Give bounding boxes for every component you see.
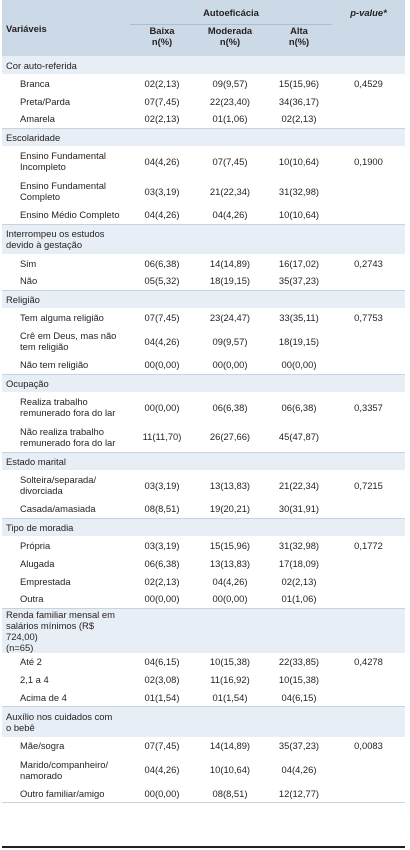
row-label (2, 500, 130, 518)
high-count-cell (266, 374, 332, 392)
label-line: Outra (20, 593, 44, 605)
moderate-count-cell: 04(4,26) (194, 206, 266, 224)
low-count-cell (130, 56, 194, 74)
low-count-cell: 02(2,13) (130, 74, 194, 92)
low-count-cell: 07(7,45) (130, 737, 194, 755)
p-value-cell (332, 671, 405, 689)
label-line: Ensino Fundamental (20, 150, 106, 161)
category-label (2, 608, 130, 653)
moderate-count-cell: 13(13,83) (194, 554, 266, 572)
moderate-count-cell: 04(4,26) (194, 572, 266, 590)
row-label (2, 92, 130, 110)
low-count-cell: 11(11,70) (130, 422, 194, 452)
p-value-cell (332, 572, 405, 590)
label-line: Amarela (20, 113, 55, 125)
p-value-cell (332, 92, 405, 110)
row-label (2, 572, 130, 590)
high-count-cell (266, 224, 332, 254)
high-count-cell: 04(4,26) (266, 755, 332, 785)
row-label (2, 554, 130, 572)
p-value-cell (332, 290, 405, 308)
low-count-cell: 00(0,00) (130, 785, 194, 803)
high-count-cell (266, 518, 332, 536)
table-row (2, 500, 405, 518)
low-count-cell: 04(4,26) (130, 755, 194, 785)
high-count-cell: 22(33,85) (266, 653, 332, 671)
high-count-cell: 10(10,64) (266, 206, 332, 224)
p-value-cell (332, 785, 405, 803)
p-value-cell: 0,0083 (332, 737, 405, 755)
high-count-cell (266, 128, 332, 146)
row-label (2, 146, 130, 176)
p-value-cell (332, 272, 405, 290)
high-count-cell: 31(32,98) (266, 176, 332, 206)
low-header (130, 25, 194, 57)
moderate-count-cell (194, 608, 266, 653)
moderate-count-cell (194, 374, 266, 392)
row-label (2, 392, 130, 422)
label-line: namorado (20, 769, 63, 781)
label-line: Religião (6, 293, 40, 305)
label-line: Cor auto-referida (6, 59, 77, 71)
row-label (2, 737, 130, 755)
low-count-cell: 00(0,00) (130, 356, 194, 374)
high-count-cell: 17(18,09) (266, 554, 332, 572)
moderate-count-cell: 10(10,64) (194, 755, 266, 785)
high-count-cell: 02(2,13) (266, 572, 332, 590)
label-line: divorciada (20, 485, 63, 496)
low-count-cell: 02(2,13) (130, 572, 194, 590)
label-line: remunerado fora do lar (20, 436, 116, 448)
category-row (2, 56, 405, 74)
low-count-cell: 04(4,26) (130, 206, 194, 224)
high-count-cell: 06(6,38) (266, 392, 332, 422)
label-line: salários mínimos (R$ 724,00) (6, 619, 95, 642)
low-count-cell: 03(3,19) (130, 176, 194, 206)
table-row (2, 176, 405, 206)
p-value-cell: 0,3357 (332, 392, 405, 422)
high-count-cell: 15(15,96) (266, 74, 332, 92)
row-label (2, 671, 130, 689)
high-count-cell: 04(6,15) (266, 689, 332, 707)
high-count-cell: 18(19,15) (266, 326, 332, 356)
p-value-cell (332, 554, 405, 572)
high-count-cell: 16(17,02) (266, 254, 332, 272)
moderate-count-cell: 01(1,54) (194, 689, 266, 707)
table-row (2, 572, 405, 590)
table-row (2, 272, 405, 290)
moderate-count-cell (194, 452, 266, 470)
label-line: Outro familiar/amigo (20, 787, 105, 799)
label-line: Crê em Deus, mas não (20, 330, 117, 341)
category-row (2, 224, 405, 254)
p-value-cell (332, 590, 405, 608)
high-header-unit: n(%) (288, 36, 310, 47)
label-line: Ocupação (6, 377, 49, 389)
low-count-cell: 04(4,26) (130, 146, 194, 176)
p-value-cell (332, 707, 405, 737)
label-line: Preta/Parda (20, 95, 71, 107)
low-count-cell: 01(1,54) (130, 689, 194, 707)
p-value-cell (332, 452, 405, 470)
row-label (2, 653, 130, 671)
moderate-count-cell (194, 518, 266, 536)
low-count-cell: 06(6,38) (130, 554, 194, 572)
row-label (2, 272, 130, 290)
category-row (2, 128, 405, 146)
p-value-cell: 0,1772 (332, 536, 405, 554)
p-value-cell: 0,1900 (332, 146, 405, 176)
label-line: Até 2 (20, 656, 42, 667)
label-line: Sim (20, 257, 37, 269)
moderate-header (194, 25, 266, 57)
p-value-cell (332, 224, 405, 254)
high-count-cell: 34(36,17) (266, 92, 332, 110)
label-line: remunerado fora do lar (20, 407, 116, 418)
label-line: Marido/companheiro/ (20, 758, 109, 770)
high-count-cell: 35(37,23) (266, 737, 332, 755)
p-value-header: p-value* (332, 0, 405, 25)
moderate-header-unit: n(%) (219, 36, 241, 47)
row-label (2, 176, 130, 206)
label-line: Tem alguma religião (20, 311, 104, 323)
row-label (2, 785, 130, 803)
table-row (2, 326, 405, 356)
table-header (2, 0, 405, 56)
low-count-cell: 03(3,19) (130, 470, 194, 500)
label-line: Ensino Médio Completo (20, 209, 120, 221)
high-count-cell (266, 608, 332, 653)
p-value-cell (332, 206, 405, 224)
label-line: 2,1 a 4 (20, 674, 49, 685)
table-row (2, 785, 405, 803)
moderate-count-cell (194, 56, 266, 74)
moderate-count-cell: 11(16,92) (194, 671, 266, 689)
p-value-cell (332, 518, 405, 536)
row-label (2, 74, 130, 92)
table-row (2, 689, 405, 707)
label-line: Não realiza trabalho (20, 425, 104, 437)
p-value-cell: 0,7215 (332, 470, 405, 500)
high-count-cell: 21(22,34) (266, 470, 332, 500)
low-count-cell (130, 128, 194, 146)
high-count-cell: 33(35,11) (266, 308, 332, 326)
label-line: Incompleto (20, 161, 66, 172)
label-line: Ensino Fundamental (20, 180, 106, 191)
p-value-cell (332, 755, 405, 785)
moderate-count-cell: 08(8,51) (194, 785, 266, 803)
self-efficacy-header: Autoeficácia (130, 0, 332, 25)
label-line: Realiza trabalho (20, 396, 88, 407)
high-count-cell: 10(10,64) (266, 146, 332, 176)
row-label (2, 590, 130, 608)
moderate-count-cell: 18(19,15) (194, 272, 266, 290)
moderate-count-cell: 22(23,40) (194, 92, 266, 110)
high-count-cell (266, 707, 332, 737)
p-value-cell (332, 110, 405, 128)
low-count-cell (130, 290, 194, 308)
moderate-count-cell: 19(20,21) (194, 500, 266, 518)
table-row (2, 110, 405, 128)
low-header-unit: n(%) (151, 36, 173, 47)
p-value-cell (332, 689, 405, 707)
high-count-cell: 12(12,77) (266, 785, 332, 803)
low-count-cell: 05(5,32) (130, 272, 194, 290)
low-header-label: Baixa (149, 25, 175, 36)
label-line: Renda familiar mensal em (6, 608, 115, 620)
table-row (2, 671, 405, 689)
low-count-cell: 04(4,26) (130, 326, 194, 356)
category-label (2, 224, 130, 254)
p-value-cell: 0,4278 (332, 653, 405, 671)
category-label (2, 518, 130, 536)
moderate-count-cell (194, 290, 266, 308)
table-row (2, 755, 405, 785)
table-row (2, 74, 405, 92)
low-count-cell: 00(0,00) (130, 392, 194, 422)
table-body (2, 56, 405, 803)
category-label (2, 707, 130, 737)
moderate-count-cell: 15(15,96) (194, 536, 266, 554)
low-count-cell: 03(3,19) (130, 536, 194, 554)
label-line: Casada/amasiada (20, 503, 96, 515)
high-count-cell: 10(15,38) (266, 671, 332, 689)
category-row (2, 707, 405, 737)
row-label (2, 689, 130, 707)
moderate-count-cell: 01(1,06) (194, 110, 266, 128)
row-label (2, 536, 130, 554)
row-label (2, 470, 130, 500)
label-line: Própria (20, 539, 51, 551)
moderate-count-cell: 21(22,34) (194, 176, 266, 206)
label-line: Estado marital (6, 455, 66, 467)
label-line: Emprestada (20, 575, 71, 587)
moderate-count-cell: 14(14,89) (194, 737, 266, 755)
label-line: Interrompeu os estudos (6, 228, 105, 240)
row-label (2, 254, 130, 272)
high-count-cell: 00(0,00) (266, 356, 332, 374)
row-label (2, 308, 130, 326)
moderate-count-cell (194, 128, 266, 146)
label-line: Escolaridade (6, 131, 61, 143)
moderate-count-cell: 10(15,38) (194, 653, 266, 671)
low-count-cell: 00(0,00) (130, 590, 194, 608)
label-line: devido à gestação (6, 239, 83, 251)
high-count-cell: 01(1,06) (266, 590, 332, 608)
category-label (2, 128, 130, 146)
moderate-count-cell: 07(7,45) (194, 146, 266, 176)
label-line: Mãe/sogra (20, 740, 65, 751)
high-count-cell: 35(37,23) (266, 272, 332, 290)
label-line: Tipo de moradia (6, 521, 74, 533)
moderate-count-cell (194, 224, 266, 254)
row-label (2, 326, 130, 356)
label-line: (n=65) (6, 641, 34, 653)
row-label (2, 422, 130, 452)
p-value-cell (332, 374, 405, 392)
row-label (2, 110, 130, 128)
moderate-count-cell: 26(27,66) (194, 422, 266, 452)
table-row (2, 254, 405, 272)
table-row (2, 92, 405, 110)
table-bottom-rule (2, 846, 405, 848)
low-count-cell: 02(2,13) (130, 110, 194, 128)
p-value-cell (332, 422, 405, 452)
table-row (2, 146, 405, 176)
p-value-cell (332, 608, 405, 653)
variables-header: Variáveis (2, 0, 130, 56)
high-count-cell: 30(31,91) (266, 500, 332, 518)
moderate-count-cell: 13(13,83) (194, 470, 266, 500)
high-count-cell: 45(47,87) (266, 422, 332, 452)
low-count-cell (130, 608, 194, 653)
high-count-cell: 02(2,13) (266, 110, 332, 128)
table-row (2, 308, 405, 326)
moderate-count-cell: 09(9,57) (194, 326, 266, 356)
low-count-cell (130, 452, 194, 470)
category-row (2, 290, 405, 308)
label-line: Não (20, 275, 38, 287)
category-row (2, 608, 405, 653)
low-count-cell: 02(3,08) (130, 671, 194, 689)
high-count-cell (266, 290, 332, 308)
label-line: Não tem religião (20, 359, 89, 371)
table-row (2, 470, 405, 500)
low-count-cell: 07(7,45) (130, 92, 194, 110)
category-row (2, 452, 405, 470)
table-row (2, 356, 405, 374)
row-label (2, 755, 130, 785)
self-efficacy-table (2, 0, 405, 803)
label-line: Solteira/separada/ (20, 474, 97, 485)
moderate-count-cell: 00(0,00) (194, 356, 266, 374)
label-line: Branca (20, 77, 50, 89)
high-count-cell: 31(32,98) (266, 536, 332, 554)
moderate-count-cell: 09(9,57) (194, 74, 266, 92)
row-label (2, 356, 130, 374)
moderate-count-cell (194, 707, 266, 737)
low-count-cell: 07(7,45) (130, 308, 194, 326)
high-header (266, 25, 332, 57)
moderate-count-cell: 23(24,47) (194, 308, 266, 326)
label-line: Alugada (20, 557, 55, 569)
high-count-cell (266, 452, 332, 470)
table-row (2, 536, 405, 554)
category-row (2, 518, 405, 536)
table-row (2, 554, 405, 572)
moderate-count-cell: 06(6,38) (194, 392, 266, 422)
p-value-cell (332, 56, 405, 74)
table-row (2, 590, 405, 608)
table-row (2, 422, 405, 452)
low-count-cell: 04(6,15) (130, 653, 194, 671)
p-value-cell (332, 500, 405, 518)
high-count-cell (266, 56, 332, 74)
category-label (2, 374, 130, 392)
p-value-cell: 0,7753 (332, 308, 405, 326)
low-count-cell (130, 224, 194, 254)
category-label (2, 290, 130, 308)
low-count-cell: 06(6,38) (130, 254, 194, 272)
p-value-cell (332, 326, 405, 356)
p-value-cell (332, 176, 405, 206)
table-row (2, 653, 405, 671)
p-value-cell (332, 356, 405, 374)
table-row (2, 737, 405, 755)
p-value-cell (332, 128, 405, 146)
moderate-count-cell: 14(14,89) (194, 254, 266, 272)
p-value-header-spacer (332, 25, 405, 57)
row-label (2, 206, 130, 224)
label-line: Acima de 4 (20, 691, 67, 703)
label-line: tem religião (20, 341, 69, 352)
label-line: Auxílio nos cuidados com (6, 710, 113, 722)
p-value-cell: 0,4529 (332, 74, 405, 92)
p-value-cell: 0,2743 (332, 254, 405, 272)
moderate-count-cell: 00(0,00) (194, 590, 266, 608)
category-row (2, 374, 405, 392)
table-row (2, 206, 405, 224)
low-count-cell: 08(8,51) (130, 500, 194, 518)
high-header-label: Alta (290, 25, 308, 36)
self-efficacy-table-container (2, 0, 405, 850)
low-count-cell (130, 374, 194, 392)
category-label (2, 452, 130, 470)
table-row (2, 392, 405, 422)
moderate-header-label: Moderada (207, 25, 253, 36)
category-label (2, 56, 130, 74)
label-line: o bebê (6, 721, 35, 733)
low-count-cell (130, 518, 194, 536)
label-line: Completo (20, 191, 61, 202)
low-count-cell (130, 707, 194, 737)
